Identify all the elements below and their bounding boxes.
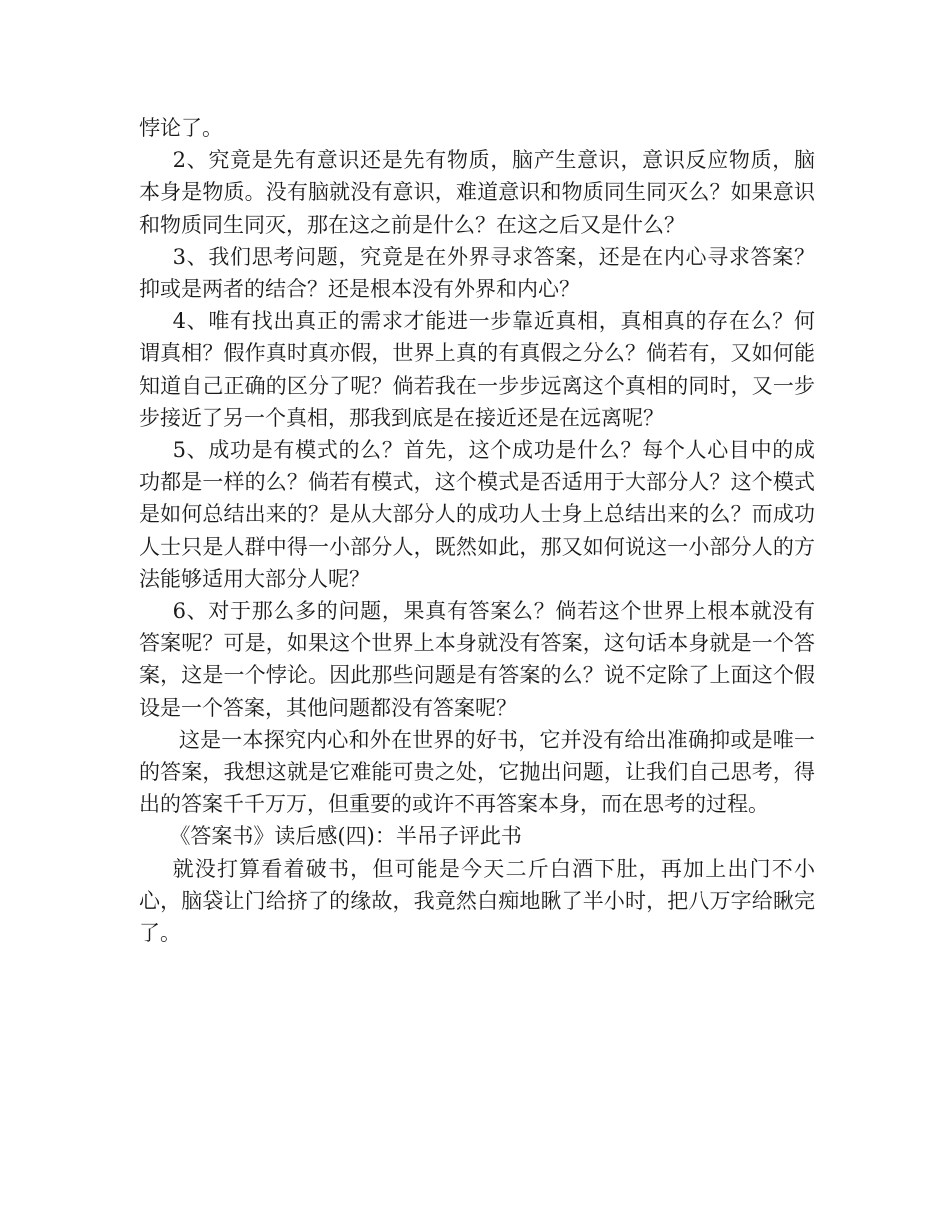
paragraph-question-4: 4、唯有找出真正的需求才能进一步靠近真相，真相真的存在么？何谓真相？假作真时真亦假，世界上真的有真假之分么？倘若有，又如何能知道自己正确的区分了呢？倘若我在一步步远离这个真相的同时，又一步步接近了另一个真相，那我到底是在接近还是在远离呢？ xyxy=(139,309,815,430)
paragraph-question-2: 2、究竟是先有意识还是先有物质，脑产生意识，意识反应物质，脑本身是物质。没有脑就没有意识，难道意识和物质同生同灭么？如果意识和物质同生同灭，那在这之前是什么？在这之后又是什么？ xyxy=(139,148,815,237)
paragraph-question-6: 6、对于那么多的问题，果真有答案么？倘若这个世界上根本就没有答案呢？可是，如果这个世界上本身就没有答案，这句话本身就是一个答案，这是一个悖论。因此那些问题是有答案的么？说不定除了上面这个假设是一个答案，其他问题都没有答案呢？ xyxy=(139,599,815,720)
paragraph-question-5: 5、成功是有模式的么？首先，这个成功是什么？每个人心目中的成功都是一样的么？倘若有模式，这个模式是否适用于大部分人？这个模式是如何总结出来的？是从大部分人的成功人士身上总结出来的么？而成功人士只是人群中得一小部分人，既然如此，那又如何说这一小部分人的方法能够适用大部分人呢？ xyxy=(139,438,815,591)
section-heading: 《答案书》读后感(四)：半吊子评此书 xyxy=(169,824,522,849)
paragraph-summary: 这是一本探究内心和外在世界的好书，它并没有给出准确抑或是唯一的答案，我想这就是它难能可贵之处，它抛出问题，让我们自己思考，得出的答案千千万万，但重要的或许不再答案本身，而在思考的过程。 xyxy=(139,727,815,817)
paragraph-review: 就没打算看着破书，但可能是今天二斤白酒下肚，再加上出门不小心，脑袋让门给挤了的缘故，我竟然白痴地瞅了半小时，把八万字给瞅完了。 xyxy=(139,856,815,946)
paragraph-continuation: 悖论了。 xyxy=(139,116,223,140)
document-body xyxy=(139,112,815,949)
paragraph-question-3: 3、我们思考问题，究竟是在外界寻求答案，还是在内心寻求答案？抑或是两者的结合？还是根本没有外界和内心？ xyxy=(139,244,815,302)
